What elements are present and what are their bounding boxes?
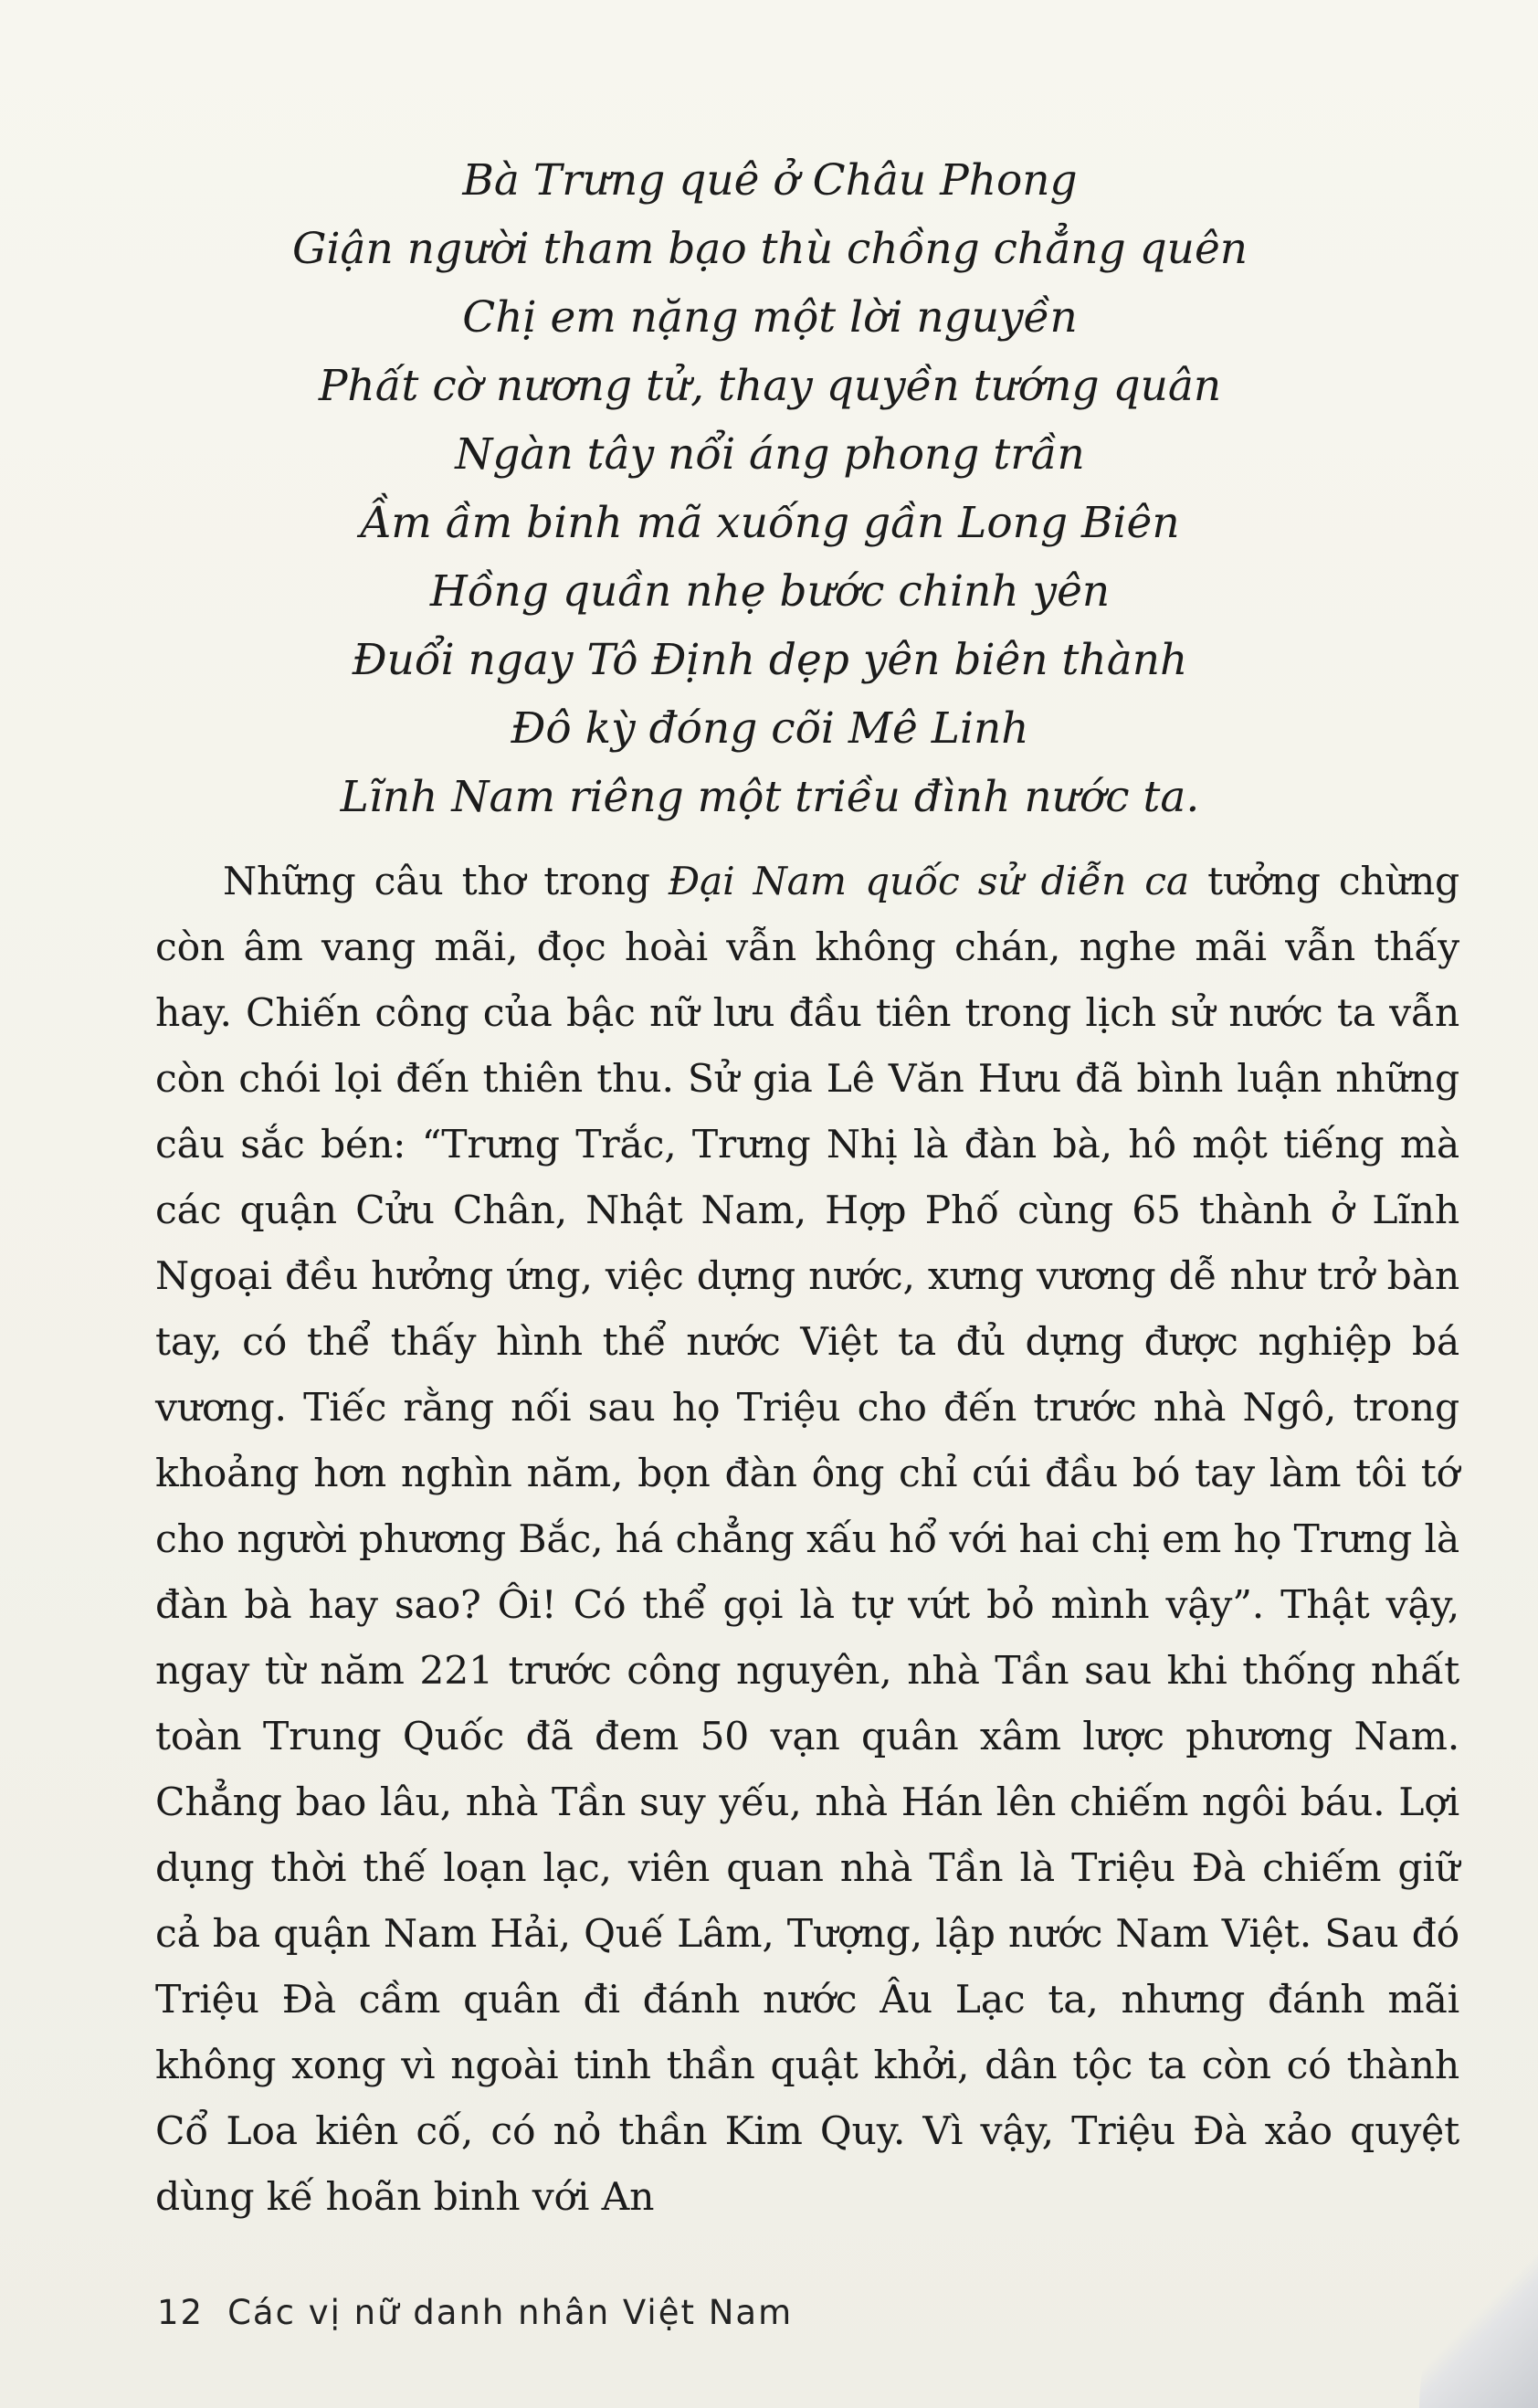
page-footer xyxy=(157,2293,793,2332)
poem-line: Bà Trưng quê ở Châu Phong xyxy=(462,155,1078,206)
poem-line: Hồng quần nhẹ bước chinh yên xyxy=(429,566,1111,617)
poem-line: Ngàn tây nổi áng phong trần xyxy=(455,429,1085,480)
poem-verse xyxy=(274,146,1266,831)
poem-line: Chị em nặng một lời nguyền xyxy=(462,292,1078,343)
paragraph-text: tưởng chừng còn âm vang mãi, đọc hoài vẫn không chán, nghe mãi vẫn thấy hay. Chiến công của bậc nữ lưu đầu tiên trong lịch sử nước ta vẫn còn chói lọi đến thiên thu. Sử gia Lê Văn Hưu đã bình luận những câu sắc bén: “Trưng Trắc, Trưng Nhị là đàn bà, hô một tiếng mà các quận Cửu Chân, Nhật Nam, Hợp Phố cùng 65 thành ở Lĩnh Ngoại đều hưởng ứng, việc dựng nước, xưng vương dễ như trở bàn tay, có thể thấy hình thể nước Việt ta đủ dựng được nghiệp bá vương. Tiếc rằng nối sau họ Triệu cho đến trước nhà Ngô, trong khoảng hơn nghìn năm, bọn đàn ông chỉ cúi đầu bó tay làm tôi tớ cho người phương Bắc, há chẳng xấu hổ với hai chị em họ Trưng là đàn bà hay sao? Ôi! Có thể gọi là tự vứt bỏ mình vậy”. Thật vậy, ngay từ năm 221 trước công nguyên, nhà Tần sau khi thống nhất toàn Trung Quốc đã đem 50 vạn quân xâm lược phương Nam. Chẳng bao lâu, nhà Tần suy yếu, nhà Hán lên chiếm ngôi báu. Lợi dụng thời thế loạn lạc, viên quan nhà Tần là Triệu Đà chiếm giữ cả ba quận Nam Hải, Quế Lâm, Tượng, lập nước Nam Việt. Sau đó Triệu Đà cầm quân đi đánh nước Âu Lạc ta, nhưng đánh mãi không xong vì ngoài tinh thần quật khởi, dân tộc ta còn có thành Cổ Loa kiên cố, có nỏ thần Kim Quy. Vì vậy, Triệu Đà xảo quyệt dùng kế hoãn binh với An xyxy=(155,860,1459,2220)
poem-line: Đuổi ngay Tô Định dẹp yên biên thành xyxy=(352,635,1188,685)
poem-line: Phất cờ nương tử, thay quyền tướng quân xyxy=(318,361,1222,411)
book-title-italic: Đại Nam quốc sử diễn ca xyxy=(668,860,1190,904)
page-number: 12 xyxy=(157,2293,205,2332)
poem-line: Giận người tham bạo thù chồng chẳng quên xyxy=(291,224,1248,274)
body-paragraph xyxy=(155,850,1459,2231)
poem-line: Ầm ầm binh mã xuống gần Long Biên xyxy=(360,498,1180,548)
paragraph-opening: Những câu thơ trong xyxy=(223,860,669,904)
poem-line: Đô kỳ đóng cõi Mê Linh xyxy=(511,703,1029,754)
page-curl-shadow xyxy=(1419,2244,1538,2408)
running-title: Các vị nữ danh nhân Việt Nam xyxy=(227,2293,794,2332)
poem-line: Lĩnh Nam riêng một triều đình nước ta. xyxy=(340,772,1200,822)
